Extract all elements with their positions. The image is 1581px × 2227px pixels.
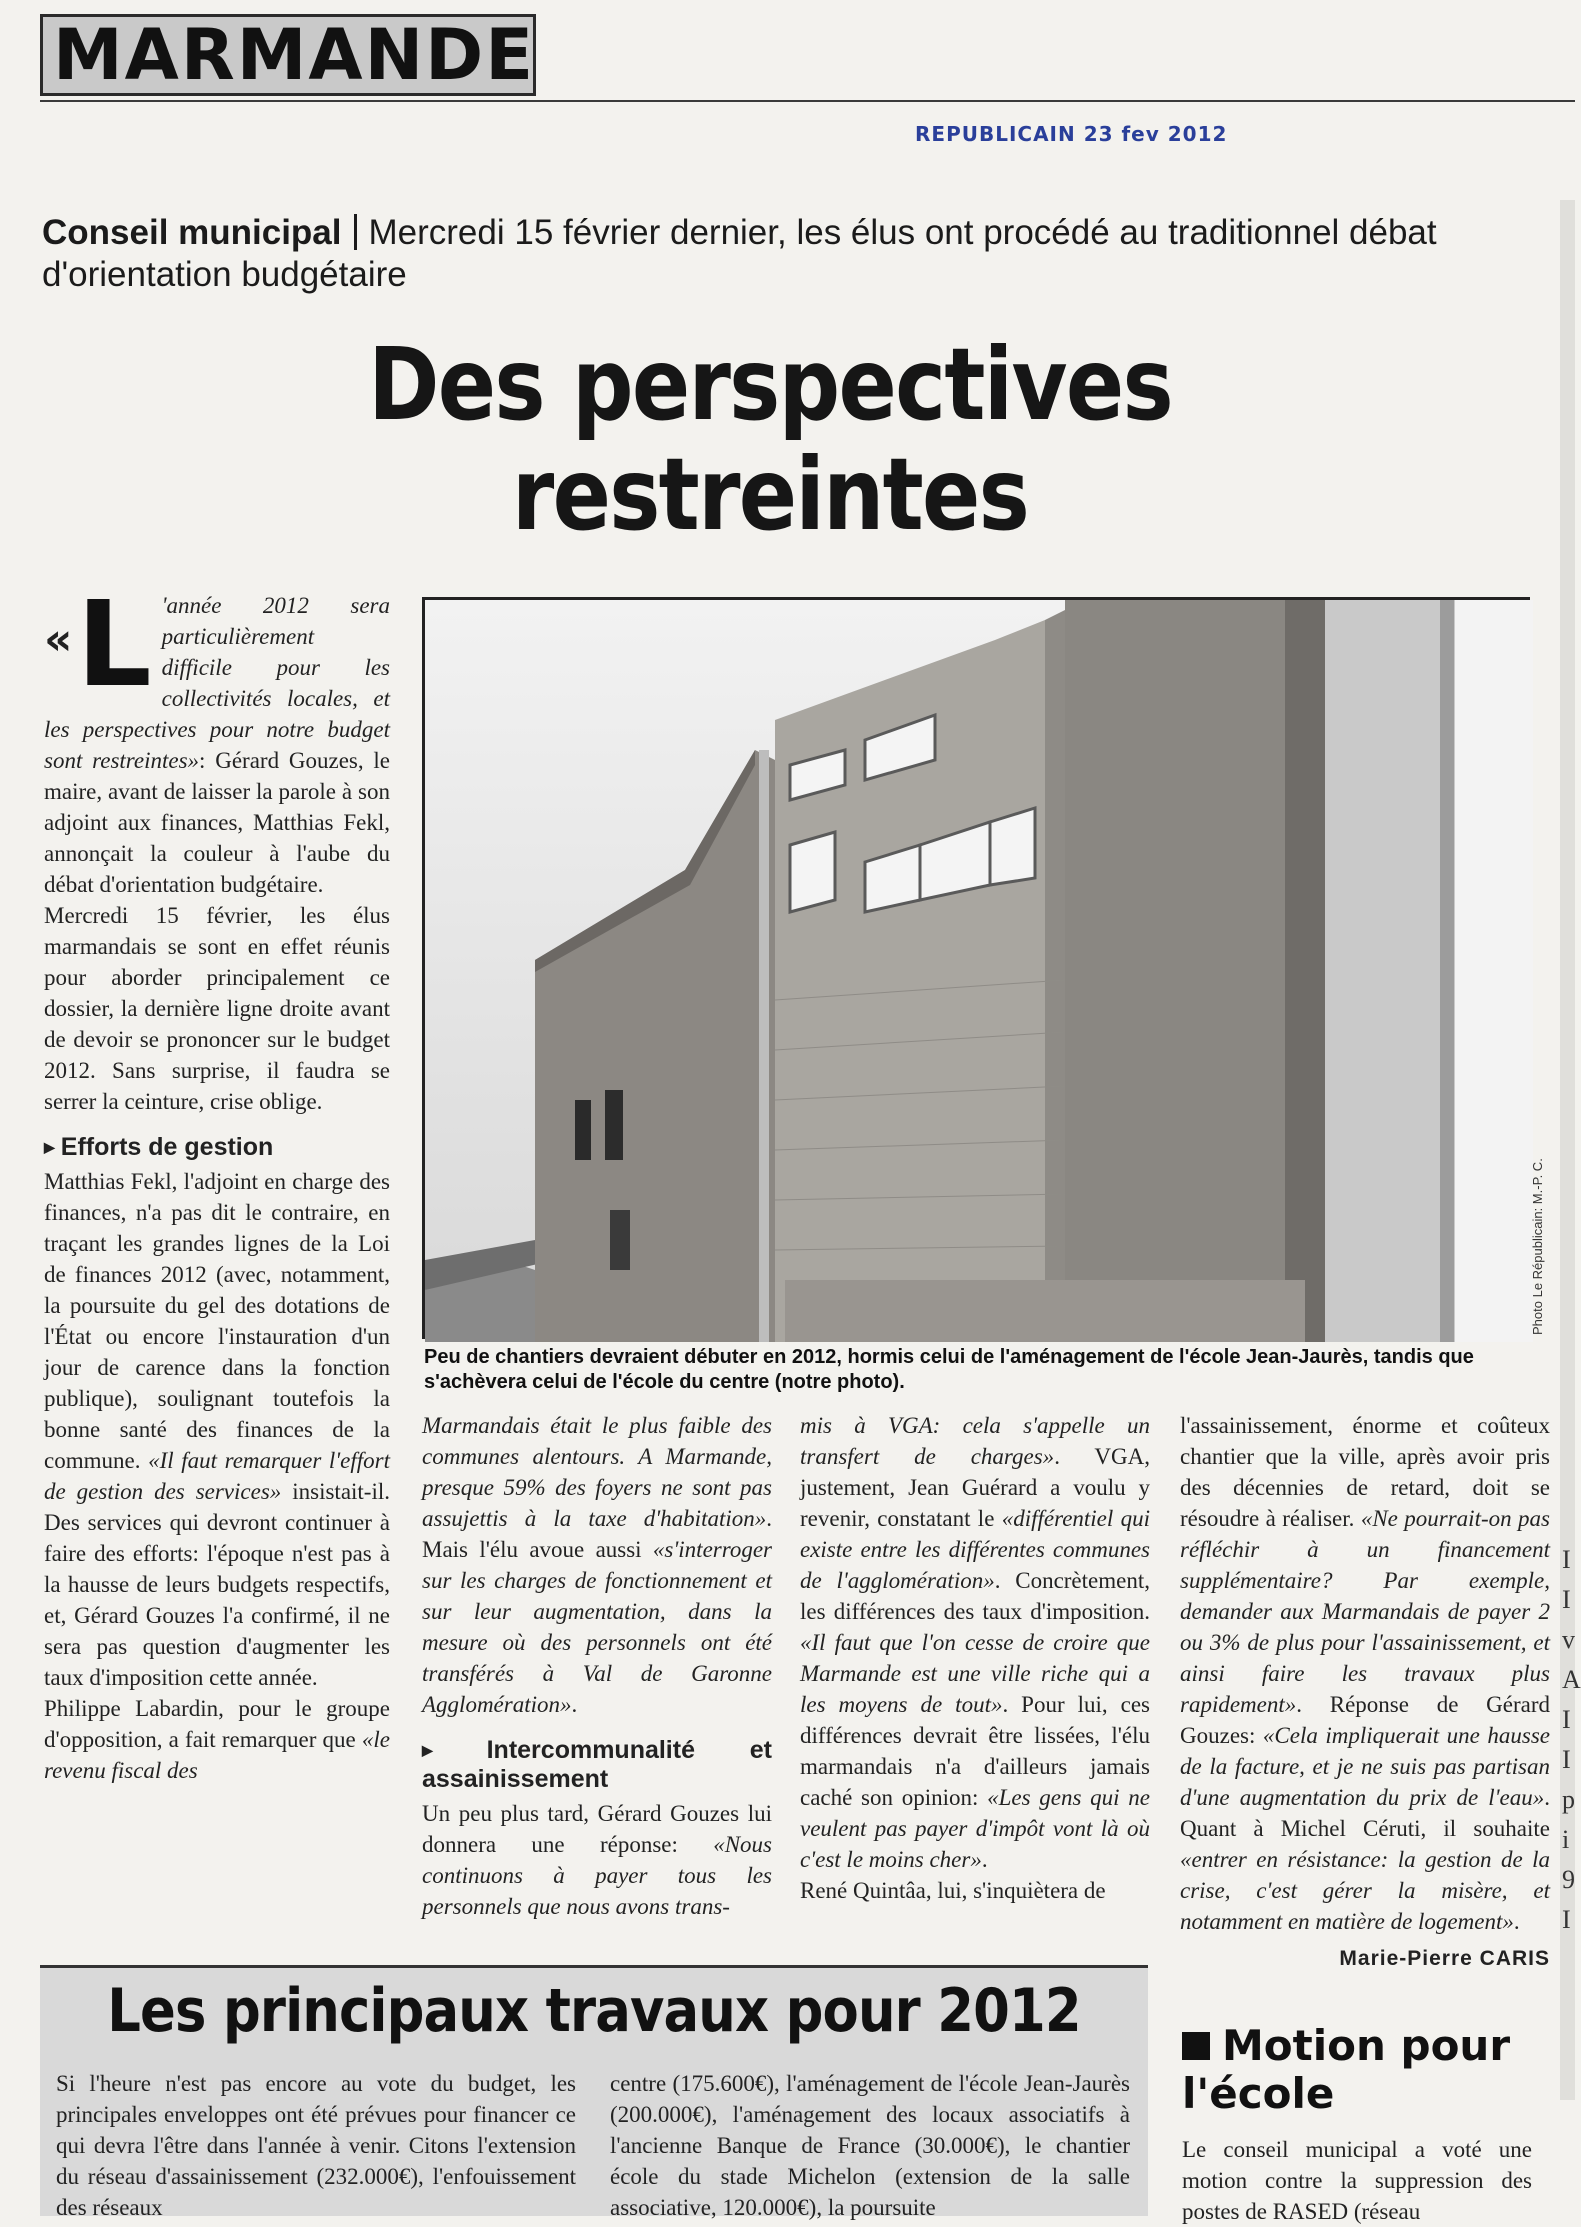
drop-cap: L [76, 575, 152, 713]
kicker-tag: Conseil municipal [42, 213, 342, 252]
c3-quote-1: mis à VGA: cela s'appelle un transfert de charges» [800, 1413, 1150, 1469]
article-column-1 [44, 575, 391, 1786]
kicker [42, 212, 1542, 296]
p4-quote: «le revenu fiscal des [44, 1727, 390, 1783]
works-box-right-text: centre (175.600€), l'aménagement de l'école Jean-Jaurès (200.000€), l'aménagement des locaux associatifs à l'ancienne Banque de France (30.000€), le chantier école du stade Michelon (extension de la salle associative, 120.000€), la poursuite [610, 2071, 1130, 2220]
c4-text-2: . Réponse de Gérard Gouzes: [1180, 1692, 1550, 1748]
article-column-4 [1180, 1410, 1550, 1974]
c3-text-3: . Pour lui, ces différences devrait être lissées, l'élu marmandais n'a d'ailleurs jamais caché son opinion: [800, 1692, 1150, 1810]
lead-paragraph [44, 575, 391, 900]
subheading-intercommunalite: ▶ Intercommunalité et assainissement [422, 1736, 772, 1794]
c4-quote-1: «Ne pourrait-on pas réfléchir à un financement supplémentaire? Par exemple, demander aux Marmandais de payer 2 ou 3% de plus pour l'assainissement, et ainsi faire les travaux plus rapidement» [1180, 1506, 1550, 1717]
c2-text-3: Un peu plus tard, Gérard Gouzes lui donnera une réponse: [422, 1801, 772, 1857]
c3-paragraph-1 [800, 1410, 1150, 1875]
photo-caption: Peu de chantiers devraient débuter en 2012, hormis celui de l'aménagement de l'école Jean-Jaurès, tandis que s'achèvera celui de l'école du centre (notre photo). [424, 1346, 1474, 1393]
c3-text-4: . [981, 1847, 988, 1872]
c3-text-2: . Concrètement, les différences des taux d'imposition. [800, 1568, 1150, 1624]
c4-text-1: l'assainissement, énorme et coûteux chantier que la ville, après avoir pris des décennies de retard, doit se résoudre à réaliser. [1180, 1413, 1550, 1531]
c4-quote-2: «Cela impliquerait une hausse de la facture, et je ne suis pas partisan d'une augmentation du prix de l'eau» [1180, 1723, 1550, 1810]
article-column-2 [422, 1410, 772, 1922]
c3-paragraph-2: René Quintâa, lui, s'inquiètera de [800, 1878, 1106, 1903]
c2-paragraph-1 [422, 1410, 772, 1720]
c2-text-1: . Mais l'élu avoue aussi [422, 1506, 772, 1562]
square-bullet-icon [1182, 2032, 1210, 2060]
c3-quote-4: «Les gens qui ne veulent pas payer d'impôt vont là où c'est le moins cher» [800, 1785, 1150, 1872]
p3-quote: «Il faut remarquer l'effort de gestion des services» [44, 1448, 391, 1504]
kicker-text: Mercredi 15 février dernier, les élus ont procédé au traditionnel débat d'orientation budgétaire [42, 213, 1437, 294]
subheading-efforts: ▶ Efforts de gestion [44, 1133, 390, 1162]
c3-text-1: . VGA, justement, Jean Guérard a voulu y revenir, constatant le [800, 1444, 1150, 1531]
article-photo [422, 597, 1530, 1339]
school-building-photo [425, 600, 1533, 1342]
c2-text-2: . [571, 1692, 578, 1717]
paragraph-2: Mercredi 15 février, les élus marmandais se sont en effet réunis pour aborder principalement ce dossier, la dernière ligne droite avant de devoir se prononcer sur le budget 2012. Sans surprise, il faudra se serrer la ceinture, crise oblige. [44, 903, 390, 1114]
p3-text: Matthias Fekl, l'adjoint en charge des finances, n'a pas dit le contraire, en traçant les grandes lignes de la Loi de finances 2012 (avec, notamment, la poursuite du gel des dotations de l'État ou encore l'instauration d'un jour de carence dans la fonction publique), soulignant toutefois la bonne santé des finances de la commune. [44, 1169, 390, 1473]
kicker-separator [354, 214, 357, 250]
header-rule [40, 100, 1575, 102]
p3-text-end: insistait-il. Des services qui devront continuer à faire des efforts: l'époque n'est pas à la hausse de leurs budgets respectifs, et, Gérard Gouzes l'a confirmé, il ne sera pas question d'augmenter les taux d'imposition cette année. [44, 1479, 390, 1690]
p4-text: Philippe Labardin, pour le groupe d'opposition, a fait remarquer que [44, 1696, 390, 1752]
motion-title-text: Motion pour l'école [1182, 2021, 1511, 2118]
adjacent-page-letters: I I v A I I p i 9 I [1562, 1545, 1581, 1934]
c3-quote-3: «Il faut que l'on cesse de croire que Marmande est une ville riche qui a les moyens de tout» [800, 1630, 1150, 1717]
headline: Des perspectives restreintes [368, 326, 1172, 553]
c4-paragraph [1180, 1410, 1550, 1937]
article-column-3 [800, 1410, 1150, 1906]
lead-rest: : Gérard Gouzes, le maire, avant de laisser la parole à son adjoint aux finances, Matthias Fekl, annonçait la couleur à l'aube du débat d'orientation budgétaire. [44, 748, 391, 897]
c2-quote-1: Marmandais était le plus faible des communes alentours. A Marmande, presque 59% des foyers ne sont pas assujettis à la taxe d'habitation» [422, 1413, 772, 1531]
works-box-title: Les principaux travaux pour 2012 [107, 1976, 1081, 2046]
date-stamp: REPUBLICAIN 23 fev 2012 [915, 122, 1228, 146]
c2-paragraph-2 [422, 1798, 772, 1922]
c2-quote-3: «Nous continuons à payer tous les personnels que nous avons trans- [422, 1832, 772, 1919]
c3-quote-2: «différentiel qui existe entre les différentes communes de l'agglomération» [800, 1506, 1150, 1593]
paragraph-3 [44, 1166, 390, 1693]
works-box [40, 1965, 1148, 2220]
c4-text-4: . [1513, 1909, 1520, 1934]
works-box-left-text: Si l'heure n'est pas encore au vote du budget, les principales enveloppes ont été prévues pour financer ce qui devra l'être dans l'année à venir. Citons l'extension du réseau d'assainissement (232.000€), l'enfouissement des réseaux [56, 2071, 576, 2220]
motion-title [1182, 2022, 1542, 2118]
paragraph-4 [44, 1693, 390, 1786]
section-banner: MARMANDE [40, 14, 536, 96]
c2-quote-2: «s'interroger sur les charges de fonctionnement et sur leur augmentation, dans la mesure où des personnels ont été transférés à Val de Garonne Agglomération» [422, 1537, 772, 1717]
c4-quote-3: «entrer en résistance: la gestion de la crise, c'est gérer la misère, et notamment en matière de logement» [1180, 1847, 1550, 1934]
opening-quote-mark: « [44, 614, 73, 665]
motion-text: Le conseil municipal a voté une motion contre la suppression des postes de RASED (réseau [1182, 2137, 1532, 2224]
lead-quote: 'année 2012 sera particulièrement difficile pour les collectivités locales, et les perspectives pour notre budget sont restreintes» [44, 593, 390, 773]
photo-credit: Photo Le Républicain: M.-P. C. [1530, 1158, 1545, 1335]
byline: Marie-Pierre CARIS [1339, 1947, 1550, 1970]
c4-text-3: . Quant à Michel Céruti, il souhaite [1180, 1785, 1550, 1841]
